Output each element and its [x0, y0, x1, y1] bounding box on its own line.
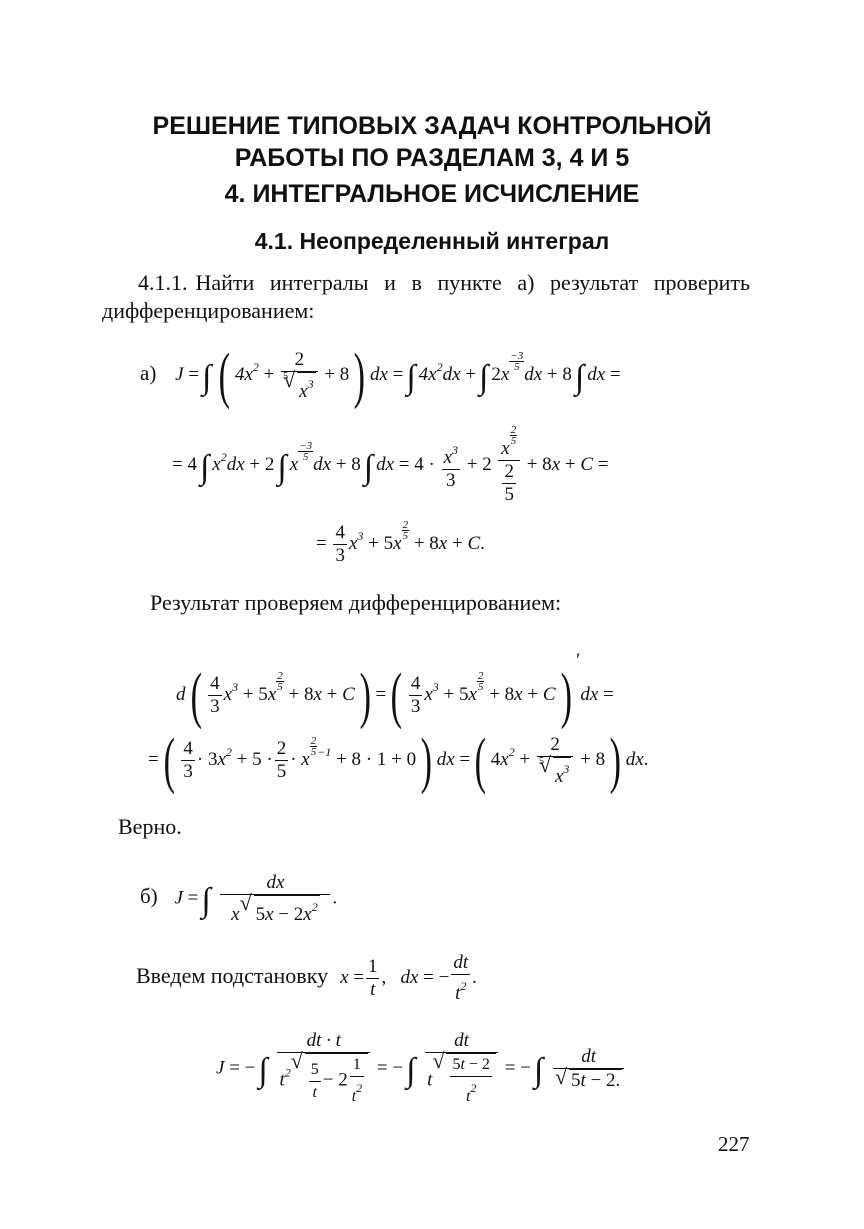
- section-title: 4. ИНТЕГРАЛЬНОЕ ИСЧИСЛЕНИЕ: [224, 180, 640, 208]
- task-statement: [138, 268, 750, 298]
- part-b-label: б): [140, 884, 158, 909]
- check-text: Результат проверяем дифференцированием:: [150, 590, 562, 615]
- main-heading-line1: РЕШЕНИЕ ТИПОВЫХ ЗАДАЧ КОНТРОЛЬНОЙ: [152, 112, 712, 140]
- formula-b: б) J =∫ $\frac{dx}{x√ 5x - 2x^2}$ .: [140, 872, 337, 926]
- check-line1: d( $\frac{4}{3}$ $x^3 + 5x$ $\frac{2}{5}$ + 8x + C) =( $\frac{4}{3}$ $x^3 + 5x$ $\frac{2}{5}$ + 8x + C)′dx =: [176, 650, 614, 730]
- task-line1: Найти интегралы и в пункте а) результат проверить: [195, 270, 750, 295]
- formula-a-line3: = $\frac{4}{3}$ $x^3 + 5x$ $\frac{2}{5}$ + 8x + C.: [316, 519, 485, 567]
- verdict-text: Верно.: [118, 814, 182, 839]
- formula-a-line1: а) J =∫ ( $4x^2$ + 2 √ 5 $x^3$ + 8) dx =∫ $4x^2dx$ +∫ 2x $\frac{-3}{5}$ dx + 8∫ dx =: [140, 345, 621, 407]
- task-line2: дифференцированием:: [102, 298, 315, 323]
- formula-b-computation: J = −∫ dt · t $t^2$ √ $\frac{5}{t}$ − 2 $\frac{1}{t^2}$ = −∫ dt t √ $\frac{5t - 2}{t^2}$ = −∫ dt √ 5t − 2.: [216, 1030, 626, 1108]
- page-number: 227: [718, 1132, 750, 1156]
- substitution-line: Введем подстановку x = $\frac{1}{t}$ , dx = − $\frac{dt}{t^2}$ .: [136, 952, 477, 1004]
- subsection-title: 4.1. Неопределенный интеграл: [254, 228, 610, 254]
- task-number: 4.1.1.: [138, 270, 188, 295]
- part-a-label: а): [140, 361, 157, 385]
- main-heading-line2: РАБОТЫ ПО РАЗДЕЛАМ 3, 4 И 5: [234, 144, 630, 172]
- check-line2: =( $\frac{4}{3}$ · $3x^2 + 5$ · $\frac{2}{5}$ · x $\frac{2}{5}$ $^{-1}$ + 8 · 1 + 0) dx =( $4x^2$ + 2 √ 5 $x^3$ + 8) dx.: [148, 730, 648, 792]
- main-heading: [0, 110, 864, 174]
- substitution-text: Введем подстановку: [136, 962, 329, 988]
- formula-a-line2: = 4∫ $x^2dx + 2\int$ x $\frac{-3}{5}$ dx + 8∫ dx = 4 · $\frac{x^3}{3}$ + 2 x $\frac{2}{5}$ $\frac{2}{5}$ + 8x + C =: [172, 424, 609, 505]
